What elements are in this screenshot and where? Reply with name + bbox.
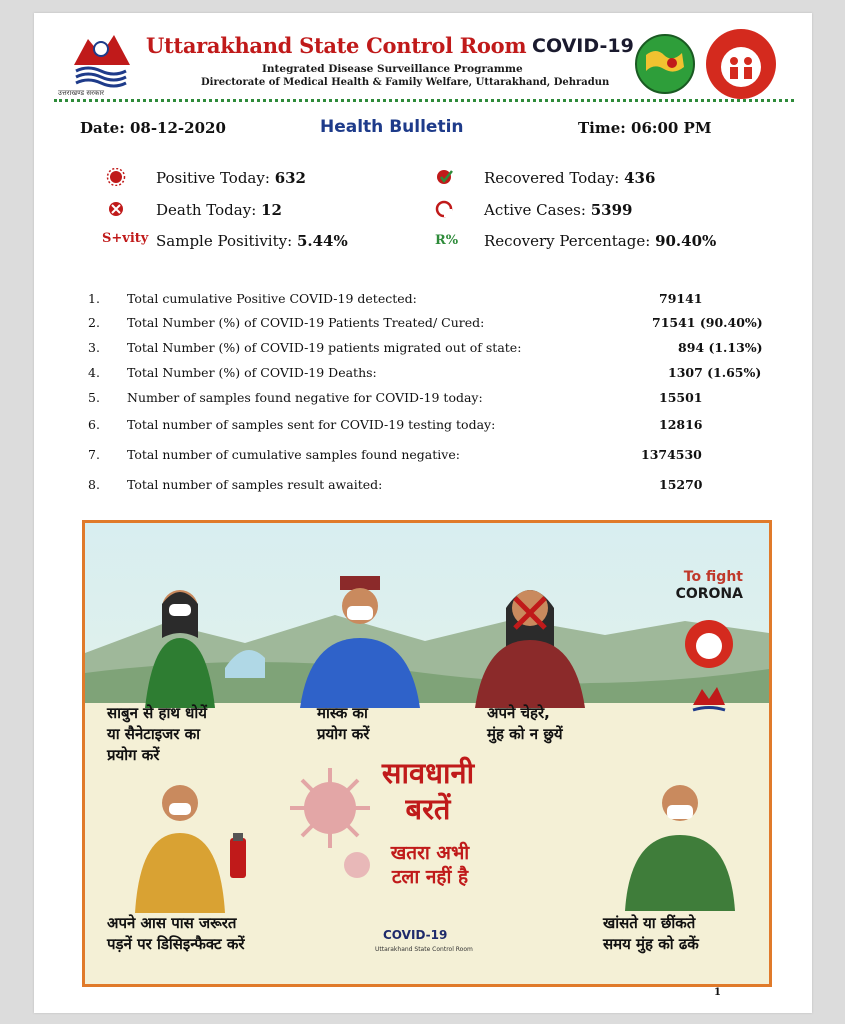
positivity-icon: S+vity <box>102 231 149 246</box>
list-item-value: 1374530 <box>641 447 702 462</box>
list-item-value: 894 (1.13%) <box>678 340 763 355</box>
cough-caption <box>603 913 699 955</box>
bulletin-date: Date: 08-12-2020 <box>80 119 226 137</box>
face-touch-person-illustration <box>470 568 590 708</box>
list-item-label: Number of samples found negative for COVID-19 today: <box>127 390 483 405</box>
list-item-number: 8. <box>88 477 100 492</box>
awareness-poster <box>82 520 772 987</box>
handwash-line-2: या सैनेटाइजर का <box>107 725 200 743</box>
list-item-value: 15501 <box>659 390 703 405</box>
to-fight-corona-text <box>676 569 743 603</box>
handwash-line-3: प्रयोग करें <box>107 746 160 764</box>
header-subtitle-directorate: Directorate of Medical Health & Family Welfare, Uttarakhand, Dehradun <box>201 77 610 88</box>
poster-covid-caption: Uttarakhand State Control Room <box>375 946 473 953</box>
positive-today-label: Positive Today: <box>156 169 270 187</box>
sample-positivity-value: 5.44% <box>296 232 348 250</box>
list-item-label: Total Number (%) of COVID-19 patients migrated out of state: <box>127 340 522 355</box>
mask-line-1: मास्क का <box>317 704 368 722</box>
active-cases-value: 5399 <box>590 201 633 219</box>
disinfect-line-2: पड़नें पर डिसिइन्फैक्ट करें <box>107 935 245 953</box>
recovery-percentage-label: Recovery Percentage: <box>484 232 651 250</box>
emblem-caption: उत्तराखण्ड सरकार <box>58 89 105 97</box>
handwash-line-1: साबुन से हाथ धोयें <box>107 704 207 722</box>
virus-icon <box>106 168 126 186</box>
recovered-icon <box>435 168 455 186</box>
mask-person-illustration <box>295 568 425 708</box>
nhm-logo-icon <box>704 27 778 101</box>
cough-line-1: खांसते या छींकते <box>603 914 696 932</box>
cough-line-2: समय मुंह को ढकें <box>603 935 699 953</box>
recovery-percent-icon: R% <box>435 233 459 248</box>
list-item-number: 7. <box>88 447 100 462</box>
list-item-number: 6. <box>88 417 100 432</box>
handwash-caption <box>107 703 207 766</box>
list-item-label: Total Number (%) of COVID-19 Patients Treated/ Cured: <box>127 315 485 330</box>
list-item-value: 12816 <box>659 417 703 432</box>
face-touch-caption <box>487 703 563 745</box>
cough-person-illustration <box>615 771 745 911</box>
positive-today-value: 632 <box>274 169 306 187</box>
savdhani-heading <box>353 755 503 827</box>
mask-caption <box>317 703 369 745</box>
khatra-line-1: खतरा अभी <box>390 842 470 864</box>
recovered-today-label: Recovered Today: <box>484 169 620 187</box>
uttarakhand-emblem-icon <box>68 25 134 89</box>
list-item-label: Total number of samples result awaited: <box>127 477 383 492</box>
list-item-label: Total number of cumulative samples found negative: <box>127 447 460 462</box>
covid-logo-text: COVID-19 <box>532 35 634 57</box>
list-item-value: 71541 (90.40%) <box>652 315 763 330</box>
list-item-label: Total number of samples sent for COVID-19 testing today: <box>127 417 496 432</box>
face-line-2: मुंह को न छुयें <box>487 725 563 743</box>
death-today-value: 12 <box>261 201 282 219</box>
list-item-number: 1. <box>88 291 100 306</box>
list-item-number: 4. <box>88 365 100 380</box>
header-divider <box>54 99 794 102</box>
disinfect-line-1: अपने आस पास जरूरत <box>107 914 237 932</box>
recovered-today-stat <box>484 169 655 187</box>
active-cases-icon <box>435 200 455 218</box>
list-item-value: 15270 <box>659 477 703 492</box>
savdhani-line-1: सावधानी <box>381 756 475 790</box>
disinfect-person-illustration <box>135 773 285 913</box>
recovery-percentage-stat <box>484 232 716 250</box>
sample-positivity-stat <box>156 232 348 250</box>
globe-logo-icon <box>634 33 696 95</box>
header-title: Uttarakhand State Control Room <box>146 33 527 58</box>
death-today-label: Death Today: <box>156 201 257 219</box>
page-number: 1 <box>714 987 721 998</box>
sample-positivity-label: Sample Positivity: <box>156 232 293 250</box>
bulletin-title: Health Bulletin <box>320 117 464 137</box>
recovered-today-value: 436 <box>624 169 656 187</box>
list-item-number: 5. <box>88 390 100 405</box>
uttarakhand-small-emblem-icon <box>689 683 729 719</box>
list-item-value: 79141 <box>659 291 703 306</box>
nhm-small-logo-icon <box>683 618 735 670</box>
list-item-label: Total Number (%) of COVID-19 Deaths: <box>127 365 377 380</box>
list-item-number: 3. <box>88 340 100 355</box>
mask-line-2: प्रयोग करें <box>317 725 370 743</box>
khatra-line-2: टला नहीं है <box>391 866 469 888</box>
recovery-percentage-value: 90.40% <box>655 232 717 250</box>
poster-covid-logo: COVID-19 <box>383 928 448 942</box>
fight-line-2: CORONA <box>675 586 743 602</box>
list-item-number: 2. <box>88 315 100 330</box>
list-item-label: Total cumulative Positive COVID-19 detected: <box>127 291 417 306</box>
savdhani-line-2: बरतें <box>405 792 451 826</box>
active-cases-stat <box>484 201 632 219</box>
khatra-text <box>365 841 495 889</box>
covid-header-logo <box>532 35 634 57</box>
bulletin-page <box>34 13 812 1013</box>
death-today-stat <box>156 201 282 219</box>
active-cases-label: Active Cases: <box>484 201 586 219</box>
handwash-person-illustration <box>125 568 275 708</box>
death-icon <box>106 200 126 218</box>
fight-line-1: To fight <box>683 569 743 585</box>
bulletin-time: Time: 06:00 PM <box>578 119 712 137</box>
positive-today-stat <box>156 169 306 187</box>
disinfect-caption <box>107 913 245 955</box>
face-line-1: अपने चेहरे, <box>487 704 550 722</box>
list-item-value: 1307 (1.65%) <box>668 365 762 380</box>
header-subtitle-programme: Integrated Disease Surveillance Programme <box>262 63 523 75</box>
